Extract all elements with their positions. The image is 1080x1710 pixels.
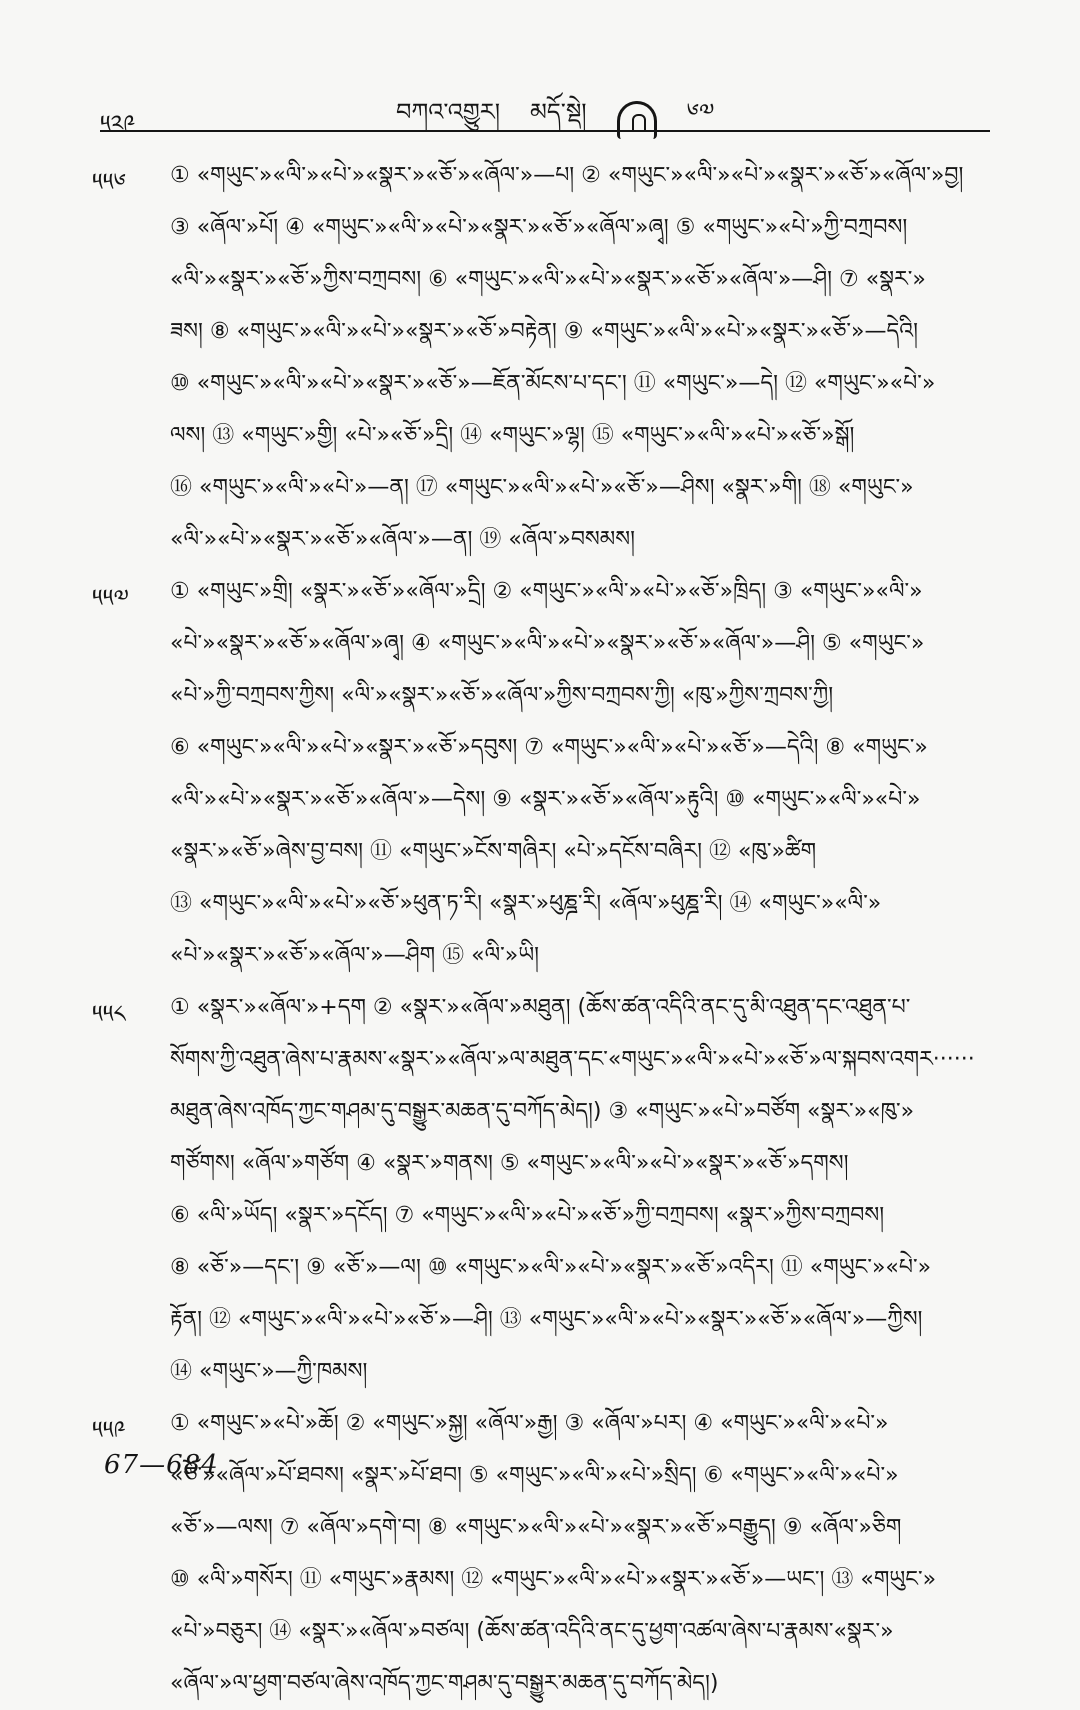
entry-line: ⑥ «ལི་»ཡོད། «སྣར་»དངོད། ⑦ «གཡུང་»«ལི་»«པེ་»«ཅོ་»ཀྱི་བཀྲབས། «སྣར་»ཀྱིས་བཀྲབས། [170, 1203, 885, 1228]
entry-line: ① «སྣར་»«ཞོལ་»+དག ② «སྣར་»«ཞོལ་»མཐུན། (ཆོས་ཚན་འདིའི་ནང་དུ་མི་འཐུན་དང་འཐུན་པ་ [170, 995, 911, 1020]
entry-line: «ལི་»«སྣར་»«ཅོ་»ཀྱིས་བཀྲབས། ⑥ «གཡུང་»«ལི་»«པེ་»«སྣར་»«ཅོ་»«ཞོལ་»—ཤི། ⑦ «སྣར་» [170, 267, 926, 292]
entry-558 [92, 982, 992, 1398]
entry-line: ⑭ «གཡུང་»—ཀྱི་ཁམས། [170, 1359, 368, 1384]
entry-line: «པེ་»བཅུར། ⑭ «སྣར་»«ཞོལ་»བཙལ། (ཆོས་ཚན་འདིའི་ནང་དུ་ཕྱག་འཚལ་ཞེས་པ་རྣམས་«སྣར་» [170, 1619, 894, 1644]
entry-line: སོགས་ཀྱི་འཐུན་ཞེས་པ་རྣམས་«སྣར་»«ཞོལ་»ལ་མཐུན་དང་«གཡུང་»«ལི་»«པེ་»«ཅོ་»ལ་སྐབས་འགར······ [170, 1047, 975, 1072]
entry-line: «ལི་»«པེ་»«སྣར་»«ཅོ་»«ཞོལ་»—ན། ⑲ «ཞོལ་»བསམས། [170, 527, 635, 552]
entry-line: གཙོགས། «ཞོལ་»གཙོག ④ «སྣར་»གནས། ⑤ «གཡུང་»«ལི་»«པེ་»«སྣར་»«ཅོ་»དགས། [170, 1151, 849, 1176]
entry-559 [92, 1398, 992, 1710]
entry-line: ⑬ «གཡུང་»«ལི་»«པེ་»«ཅོ་»ཕུན་ཏ་རི། «སྣར་»ཕུཎྜ་རི། «ཞོལ་»ཕུཎྜ་ཪི། ⑭ «གཡུང་»«ལི་» [170, 891, 882, 916]
entry-number: ༥༥༦ [92, 168, 126, 196]
page-number: ༥༢༩ [100, 110, 136, 138]
entry-line: ① «གཡུང་»གྲི། «སྣར་»«ཅོ་»«ཞོལ་»དྲི། ② «གཡུང་»«ལི་»«པེ་»«ཅོ་»ཁྲིད། ③ «གཡུང་»«ལི་» [170, 579, 923, 604]
entry-line: «ལི་»«པེ་»«སྣར་»«ཅོ་»«ཞོལ་»—དེས། ⑨ «སྣར་»«ཅོ་»«ཞོལ་»རྟུའི། ⑩ «གཡུང་»«ལི་»«པེ་» [170, 787, 921, 812]
entry-line: ③ «ཞོལ་»པོ། ④ «གཡུང་»«ལི་»«པེ་»«སྣར་»«ཅོ་»«ཞོལ་»ཞྭ། ⑤ «གཡུང་»«པེ་»ཀྱི་བཀྲབས། [170, 215, 908, 240]
entry-line: ⑯ «གཡུང་»«ལི་»«པེ་»—ན། ⑰ «གཡུང་»«ལི་»«པེ་»«ཅོ་»—ཤིས། «སྣར་»གི། ⑱ «གཡུང་» [170, 475, 914, 500]
entry-line: «པེ་»ཀྱི་བཀྲབས་ཀྱིས། «ལི་»«སྣར་»«ཅོ་»«ཞོལ་»ཀྱིས་བཀྲབས་ཀྱི། «ཁུ་»ཀྱིས་ཀྲབས་ཀྱི། [170, 683, 834, 708]
entry-line: མཐུན་ཞེས་འཁོད་ཀྱང་གཤམ་དུ་བསྒྱུར་མཆན་དུ་བཀོད་མེད།) ③ «གཡུང་»«པེ་»བཙོག «སྣར་»«ཁུ་» [170, 1099, 915, 1124]
entry-line: «ཞོལ་»ལ་ཕྱག་བཙལ་ཞེས་འཁོད་ཀྱང་གཤམ་དུ་བསྒྱུར་མཆན་དུ་བཀོད་མེད།) [170, 1671, 719, 1696]
entry-line: ① «གཡུང་»«པེ་»ཆོ། ② «གཡུང་»སྐྱ། «ཞོལ་»རྒྱ། ③ «ཞོལ་»པར། ④ «གཡུང་»«ལི་»«པེ་» [170, 1411, 889, 1436]
entry-line: ⑩ «གཡུང་»«ལི་»«པེ་»«སྣར་»«ཅོ་»—ཇོན་མོངས་པ་དང་། ⑪ «གཡུང་»—དེ། ⑫ «གཡུང་»«པེ་» [170, 371, 936, 396]
entry-line: «ཅོ་»—ལས། ⑦ «ཞོལ་»དགེ་བ། ⑧ «གཡུང་»«ལི་»«པེ་»«སྣར་»«ཅོ་»བརྒྱུད། ⑨ «ཞོལ་»ཅིག [170, 1515, 902, 1540]
entry-number: ༥༥༩ [92, 1416, 126, 1444]
volume-number: ༦༧ [686, 98, 715, 126]
footer-reference: 67—684 [104, 1450, 219, 1480]
entry-line: «པེ་»«སྣར་»«ཅོ་»«ཞོལ་»ཞྭ། ④ «གཡུང་»«ལི་»«པེ་»«སྣར་»«ཅོ་»«ཞོལ་»—ཤི། ⑤ «གཡུང་» [170, 631, 925, 656]
entry-557 [92, 566, 992, 982]
collection-title: བཀའ་འགྱུར། [396, 98, 501, 126]
entry-line: རྟོན། ⑫ «གཡུང་»«ལི་»«པེ་»«ཅོ་»—ཤི། ⑬ «གཡུང་»«ལི་»«པེ་»«སྣར་»«ཅོ་»«ཞོལ་»—ཀྱིས། [170, 1307, 923, 1332]
entry-line: ⑥ «གཡུང་»«ལི་»«པེ་»«སྣར་»«ཅོ་»དབུས། ⑦ «གཡུང་»«ལི་»«པེ་»«ཅོ་»—དེའི། ⑧ «གཡུང་» [170, 735, 928, 760]
page-header [100, 78, 990, 138]
entry-line: ① «གཡུང་»«ལི་»«པེ་»«སྣར་»«ཅོ་»«ཞོལ་»—པ། ② «གཡུང་»«ལི་»«པེ་»«སྣར་»«ཅོ་»«ཞོལ་»བྱ། [170, 163, 964, 188]
entry-line: ཟས། ⑧ «གཡུང་»«ལི་»«པེ་»«སྣར་»«ཅོ་»བརྟེན། ⑨ «གཡུང་»«ལི་»«པེ་»«སྣར་»«ཅོ་»—དེའི། [170, 319, 918, 344]
running-title [396, 86, 714, 153]
emblem-icon [617, 101, 657, 139]
entry-line: «སྣར་»«ཅོ་»ཞེས་བྱ་བས། ⑪ «གཡུང་»ངོས་གཞིར། «པེ་»དངོས་བཞིར། ⑫ «ཁུ་»ཚིག [170, 839, 817, 864]
entry-number: ༥༥༨ [92, 1000, 126, 1028]
entry-line: ⑧ «ཅོ་»—དང་། ⑨ «ཅོ་»—ལ། ⑩ «གཡུང་»«ལི་»«པེ་»«སྣར་»«ཅོ་»འདིར། ⑪ «གཡུང་»«པེ་» [170, 1255, 932, 1280]
entry-556 [92, 150, 992, 566]
entry-number: ༥༥༧ [92, 584, 129, 612]
entry-line: ⑩ «ལི་»གསོར། ⑪ «གཡུང་»རྣམས། ⑫ «གཡུང་»«ལི་»«པེ་»«སྣར་»«ཅོ་»—ཡང་། ⑬ «གཡུང་» [170, 1567, 937, 1592]
entries-list [92, 150, 992, 1710]
section-title: མདོ་སྡེ། [530, 98, 587, 126]
entry-line: «ཅོ་»«ཞོལ་»པོ་ཐབས། «སྣར་»པོ་ཐབ། ⑤ «གཡུང་»«ལི་»«པེ་»སྲིད། ⑥ «གཡུང་»«ལི་»«པེ་» [170, 1463, 899, 1488]
header-rule [100, 130, 990, 132]
entry-line: ལས། ⑬ «གཡུང་»གྱི། «པེ་»«ཅོ་»དྲི། ⑭ «གཡུང་»ལྷ། ⑮ «གཡུང་»«ལི་»«པེ་»«ཅོ་»སྒོ། [170, 423, 855, 448]
entry-line: «པེ་»«སྣར་»«ཅོ་»«ཞོལ་»—ཤིག ⑮ «ལི་»ཡི། [170, 943, 540, 968]
